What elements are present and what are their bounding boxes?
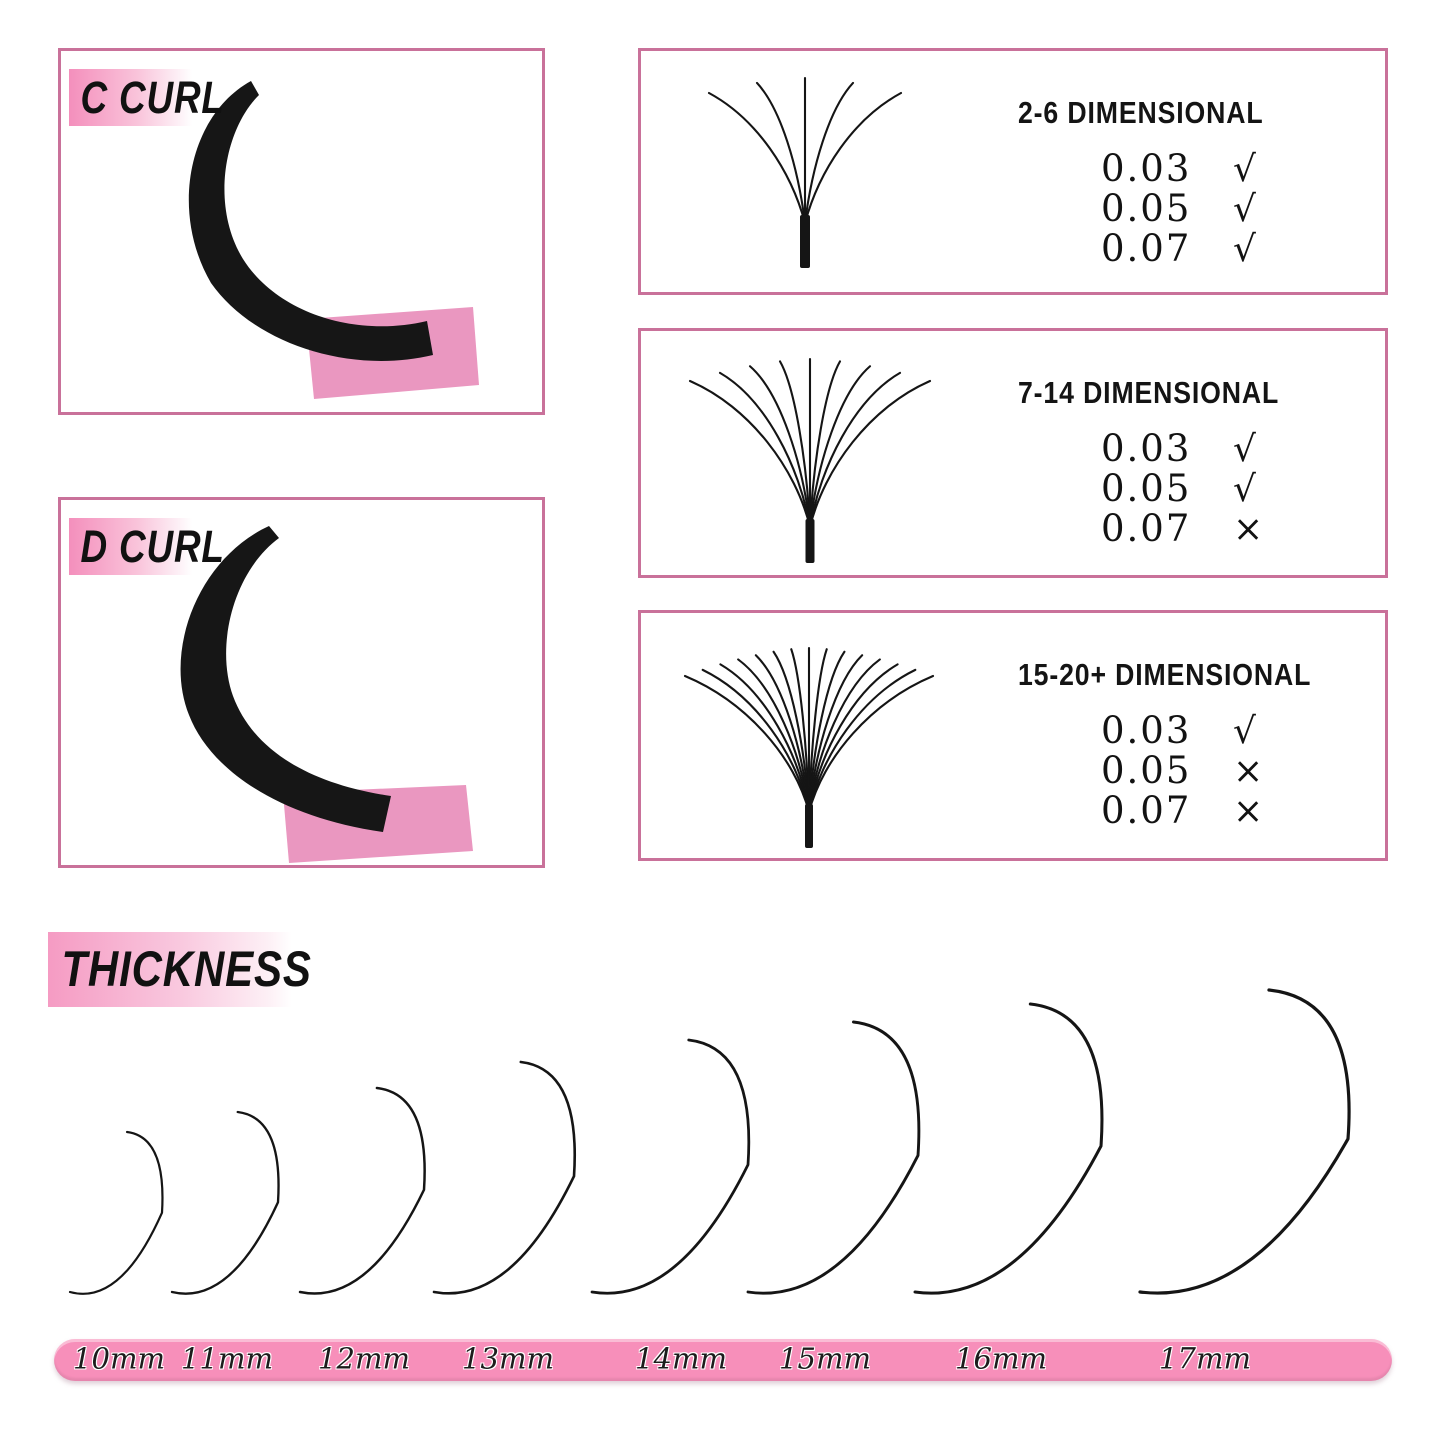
thickness-value: 0.05 <box>1101 187 1192 230</box>
thickness-heading: THICKNESS <box>61 941 312 997</box>
dimensional-title: 7-14 DIMENSIONAL <box>1018 375 1280 410</box>
length-label: 15mm <box>779 1341 871 1376</box>
availability-mark: √ <box>1233 189 1256 230</box>
length-label: 10mm <box>73 1341 165 1376</box>
c-curl-label-band <box>69 69 225 126</box>
availability-mark: × <box>1233 751 1264 792</box>
length-curve-11mm <box>172 1112 279 1294</box>
length-label: 14mm <box>635 1341 727 1376</box>
availability-mark: √ <box>1233 149 1256 190</box>
length-label: 16mm <box>955 1341 1047 1376</box>
length-curves-art <box>0 985 1445 1315</box>
availability-mark: √ <box>1233 711 1256 752</box>
thickness-option-list <box>1101 147 1256 270</box>
dimensional-panel-2-6 <box>638 48 1388 295</box>
thickness-option-row <box>1101 467 1263 510</box>
availability-mark: √ <box>1233 229 1256 270</box>
thickness-option-list <box>1101 709 1264 832</box>
availability-mark: √ <box>1233 469 1256 510</box>
thickness-option-row <box>1101 507 1264 550</box>
thickness-option-row <box>1101 709 1263 752</box>
lash-fan-medium <box>641 331 981 575</box>
thickness-value: 0.03 <box>1101 427 1192 470</box>
thickness-value: 0.03 <box>1101 709 1192 752</box>
thickness-value: 0.05 <box>1101 749 1192 792</box>
dimensional-title: 15-20+ DIMENSIONAL <box>1018 657 1312 692</box>
thickness-value: 0.07 <box>1101 227 1192 270</box>
c-curl-label: C CURL <box>80 72 225 123</box>
thickness-value: 0.07 <box>1101 507 1192 550</box>
thickness-value: 0.05 <box>1101 467 1192 510</box>
thickness-option-row <box>1101 147 1256 190</box>
availability-mark: × <box>1233 791 1264 832</box>
availability-mark: × <box>1233 509 1264 550</box>
length-curve-15mm <box>748 1022 919 1293</box>
thickness-option-row <box>1101 749 1264 792</box>
availability-mark: √ <box>1233 429 1256 470</box>
length-scale-bar <box>54 1339 1392 1381</box>
lash-fan-large <box>641 613 985 858</box>
thickness-value: 0.07 <box>1101 789 1192 832</box>
dimensional-title: 2-6 DIMENSIONAL <box>1018 95 1264 130</box>
c-curl-panel <box>58 48 545 415</box>
dimensional-panel-15-20 <box>638 610 1388 861</box>
length-curve-12mm <box>300 1088 425 1294</box>
thickness-value: 0.03 <box>1101 147 1192 190</box>
length-curve-16mm <box>915 1004 1102 1293</box>
d-curl-label: D CURL <box>80 521 225 572</box>
thickness-option-row <box>1101 187 1256 230</box>
d-curl-panel <box>58 497 545 868</box>
length-curve-17mm <box>1140 990 1349 1293</box>
length-label: 13mm <box>462 1341 554 1376</box>
length-label: 17mm <box>1159 1341 1251 1376</box>
length-curve-13mm <box>434 1062 575 1293</box>
thickness-option-row <box>1101 227 1256 270</box>
dimensional-panel-7-14 <box>638 328 1388 578</box>
thickness-option-row <box>1101 427 1263 470</box>
d-curl-label-band <box>69 518 225 575</box>
lash-fan-small <box>641 51 971 292</box>
thickness-option-list <box>1101 427 1264 550</box>
thickness-option-row <box>1101 789 1264 832</box>
length-label: 12mm <box>318 1341 410 1376</box>
length-label: 11mm <box>181 1341 273 1376</box>
length-curve-14mm <box>592 1040 749 1293</box>
length-curve-10mm <box>70 1132 162 1294</box>
